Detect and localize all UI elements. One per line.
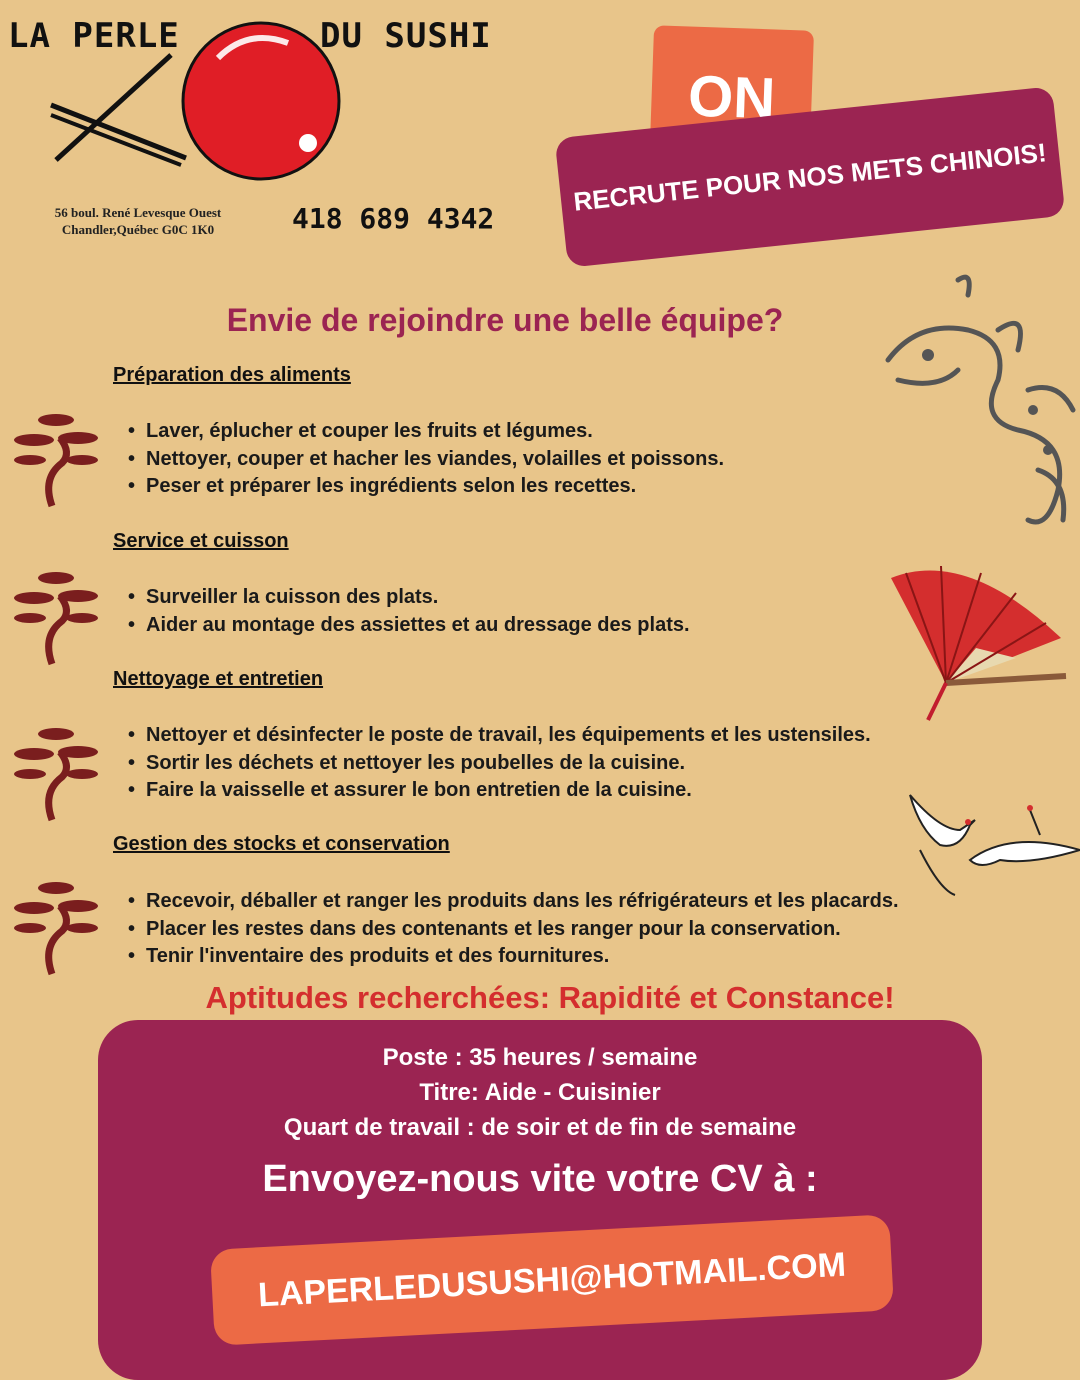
list-item: • Placer les restes dans des contenants et les ranger pour la conservation.: [128, 916, 899, 944]
logo-address: [28, 204, 248, 238]
section-title-stocks: Gestion des stocks et conservation: [113, 833, 450, 855]
dragon-illustration: [878, 270, 1078, 550]
bonsai-tree-icon: [12, 876, 100, 976]
job-quart: Quart de travail : de soir et de fin de semaine: [283, 1114, 797, 1141]
list-item: • Peser et préparer les ingrédients selon les recettes.: [128, 473, 724, 501]
job-poste: Poste : 35 heures / semaine: [382, 1044, 698, 1071]
list-item: • Recevoir, déballer et ranger les produits dans les réfrigérateurs et les placards.: [128, 888, 899, 916]
logo-phone: 418 689 4342: [292, 202, 495, 235]
headline: Envie de rejoindre une belle équipe?: [226, 302, 784, 338]
list-item: • Sortir les déchets et nettoyer les poubelles de la cuisine.: [128, 750, 871, 778]
address-line-1: 56 boul. René Levesque Ouest: [54, 205, 222, 220]
recruit-banner-text: RECRUTE POUR NOS METS CHINOIS!: [572, 136, 1048, 217]
cranes-illustration: [880, 790, 1080, 900]
bonsai-tree-icon: [12, 566, 100, 666]
bonsai-tree-icon: [12, 722, 100, 822]
list-item: • Nettoyer, couper et hacher les viandes, volailles et poissons.: [128, 446, 724, 474]
list-item: • Surveiller la cuisson des plats.: [128, 584, 690, 612]
section-list-stocks: [128, 888, 899, 971]
chopsticks-icon: [46, 50, 196, 170]
section-list-service: [128, 584, 690, 639]
section-title-preparation: Préparation des aliments: [113, 364, 351, 386]
aptitudes-heading: Aptitudes recherchées: Rapidité et Constance!: [205, 980, 895, 1015]
logo-name-left: LA PERLE: [8, 16, 180, 56]
section-title-service: Service et cuisson: [113, 530, 289, 552]
logo: [8, 10, 528, 250]
list-item: • Aider au montage des assiettes et au dressage des plats.: [128, 612, 690, 640]
list-item: • Laver, éplucher et couper les fruits et légumes.: [128, 418, 724, 446]
email-text[interactable]: LAPERLEDUSUSHI@HOTMAIL.COM: [257, 1245, 847, 1314]
on-banner: ON: [650, 25, 814, 149]
section-title-nettoyage: Nettoyage et entretien: [113, 668, 324, 690]
list-item: • Faire la vaisselle et assurer le bon entretien de la cuisine.: [128, 777, 871, 805]
address-line-2: Chandler,Québec G0C 1K0: [61, 222, 215, 237]
job-titre: Titre: Aide - Cuisinier: [419, 1079, 661, 1106]
cv-call-to-action: Envoyez-nous vite votre CV à :: [262, 1158, 818, 1200]
list-item: • Nettoyer et désinfecter le poste de travail, les équipements et les ustensiles.: [128, 722, 871, 750]
recruit-banner: [555, 86, 1066, 268]
red-fan-illustration: [886, 558, 1070, 728]
bonsai-tree-icon: [12, 408, 100, 508]
section-list-preparation: [128, 418, 724, 501]
section-list-nettoyage: [128, 722, 871, 805]
logo-name-right: DU SUSHI: [320, 16, 492, 56]
list-item: • Tenir l'inventaire des produits et des fournitures.: [128, 943, 899, 971]
